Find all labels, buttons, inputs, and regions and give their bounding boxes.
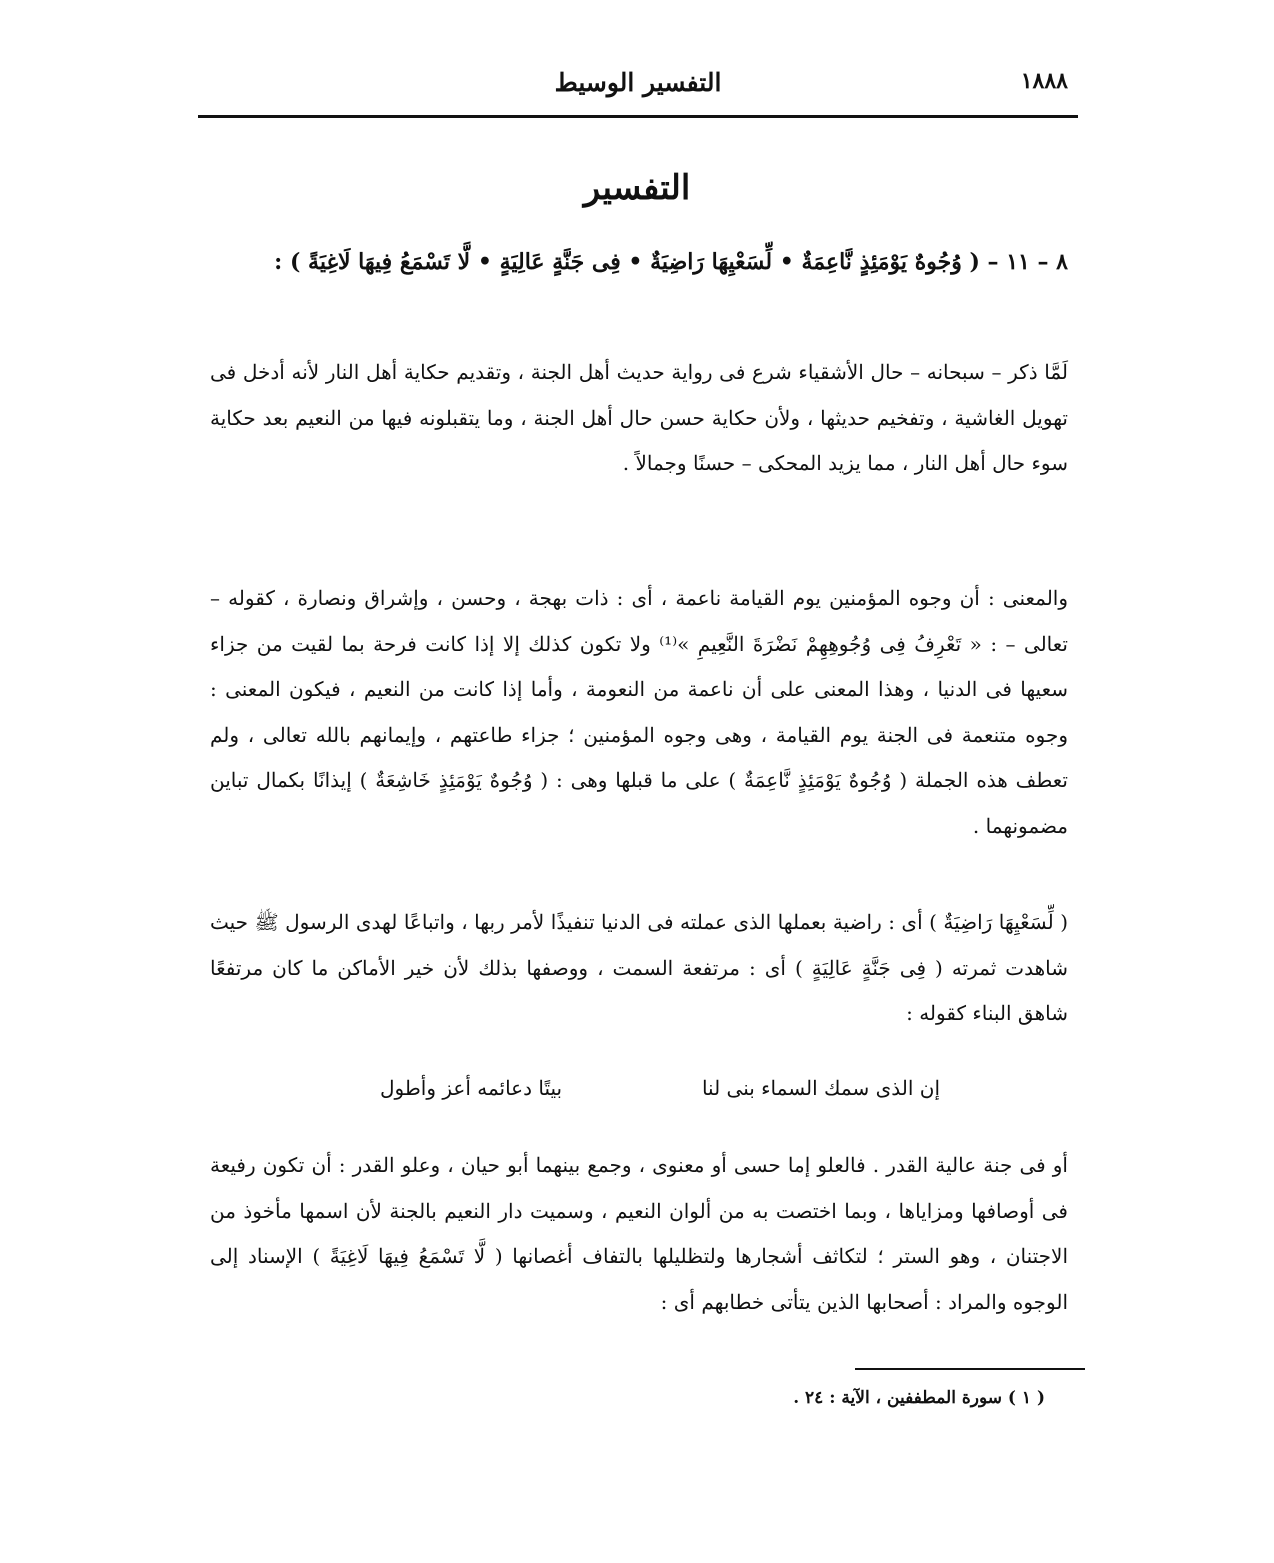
page-header <box>198 68 1078 108</box>
running-title: التفسير الوسيط <box>554 68 722 97</box>
poem-verse <box>360 1076 940 1121</box>
paragraph-high-garden: أو فى جنة عالية القدر . فالعلو إما حسى أو معنوى ، وجمع بينهما أبو حيان ، وعلو القدر : أن تكون رفيعة فى أوصافها ومزاياها ، وبما اختصت به من ألوان النعيم ، وسميت دار النعيم بالجنة لأن اسمها مأخوذ من الاجتنان ، وهو الستر ؛ لتكاثف أشجارها ولتظليلها بالتفاف أغصانها ( لَّا تَسْمَعُ فِيهَا لَاغِيَةً ) الإسناد إلى الوجوه والمراد : أصحابها الذين يتأتى خطابهم أى : <box>210 1153 1068 1314</box>
footnote: ( ١ ) سورة المطففين ، الآية : ٢٤ . <box>793 1388 1045 1408</box>
paragraph-satisfied: ( لِّسَعْيِهَا رَاضِيَةٌ ) أى : راضية بعملها الذى عملته فى الدنيا تنفيذًا لأمر ربها ، واتباعًا لهدى الرسول ﷺ حيث شاهدت ثمرته ( فِى جَنَّةٍ عَالِيَةٍ ) أى : مرتفعة السمت ، ووصفها بذلك لأن خير الأماكن ما كان مرتفعًا شاهق البناء كقوله : <box>210 910 1068 1025</box>
verse-heading: ٨ – ١١ – ( وُجُوهٌ يَوْمَئِذٍ نَّاعِمَةٌ • لِّسَعْيِهَا رَاضِيَةٌ • فِى جَنَّةٍ عَالِيَةٍ • لَّا تَسْمَعُ فِيهَا لَاغِيَةً ) : <box>274 249 1068 275</box>
section-title: التفسير <box>583 168 691 208</box>
paragraph-intro: لَمَّا ذكر – سبحانه – حال الأشقياء شرع فى رواية حديث أهل الجنة ، وتقديم حكاية أهل النار لأنه أدخل فى تهويل الغاشية ، وتفخيم حديثها ، ولأن حكاية حسن حال أهل الجنة ، وما يتقبلونه فيها من النعيم بعد حكاية سوء حال أهل النار ، مما يزيد المحكى – حسنًا وجمالاً . <box>210 360 1069 475</box>
paragraph-meaning: والمعنى : أن وجوه المؤمنين يوم القيامة ناعمة ، أى : ذات بهجة ، وحسن ، وإشراق ونصارة ، كقوله – تعالى – : « تَعْرِفُ فِى وُجُوهِهِمْ نَضْرَةَ النَّعِيمِ »⁽¹⁾ ولا تكون كذلك إلا إذا كانت فرحة بما لقيت من جزاء سعيها فى الدنيا ، وهذا المعنى على أن ناعمة من النعومة ، وأما إذا كانت من النعيم ، فيكون المعنى : وجوه متنعمة فى الجنة يوم القيامة ، وهى وجوه المؤمنين ؛ جزاء طاعتهم ، وإيمانهم بالله تعالى ، ولم تعطف هذه الجملة ( وُجُوهٌ يَوْمَئِذٍ نَّاعِمَةٌ ) على ما قبلها وهى : ( وُجُوهٌ يَوْمَئِذٍ خَاشِعَةٌ ) إيذانًا بكمال تباين مضمونهما . <box>210 586 1068 838</box>
poem-hemistich-second: بيتًا دعائمه أعز وأطول <box>380 1076 563 1100</box>
footnote-rule <box>855 1368 1085 1370</box>
header-rule <box>198 115 1078 118</box>
page-number: ١٨٨٨ <box>1020 68 1068 94</box>
poem-hemistich-first: إن الذى سمك السماء بنى لنا <box>701 1076 940 1100</box>
